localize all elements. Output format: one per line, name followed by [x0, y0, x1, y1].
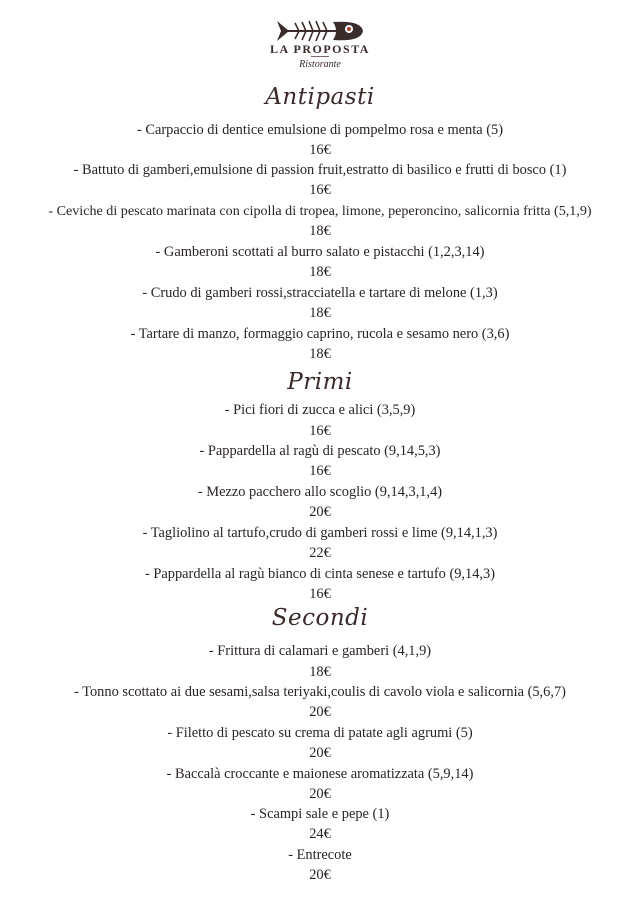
section-heading-antipasti: Antipasti — [265, 84, 375, 110]
menu-item-price: 18€ — [309, 346, 331, 362]
menu-item-name: - Tonno scottato ai due sesami,salsa teriyaki,coulis di cavolo viola e salicornia (5,6,7) — [74, 684, 566, 700]
menu-item-name: - Battuto di gamberi,emulsione di passion fruit,estratto di basilico e frutti di bosco (1) — [73, 162, 567, 178]
restaurant-name: LA PROPOSTA — [270, 42, 370, 56]
menu-item-name: - Entrecote — [288, 847, 352, 863]
menu-item-price: 20€ — [309, 504, 331, 520]
menu-item-price: 18€ — [309, 664, 331, 680]
menu-item-price: 16€ — [309, 182, 331, 198]
menu-item-name: - Pappardella al ragù bianco di cinta senese e tartufo (9,14,3) — [144, 566, 496, 582]
menu-item-name: - Mezzo pacchero allo scoglio (9,14,3,1,4) — [197, 484, 443, 500]
section-heading-primi: Primi — [287, 369, 353, 395]
menu-item-price: 20€ — [309, 704, 331, 720]
menu-item-price: 20€ — [309, 745, 331, 761]
restaurant-subtitle: Ristorante — [299, 59, 341, 70]
restaurant-logo — [0, 18, 640, 78]
menu-item-name: - Baccalà croccante e maionese aromatizzata (5,9,14) — [166, 766, 474, 782]
menu-item-price: 16€ — [309, 423, 331, 439]
menu-item-name: - Carpaccio di dentice emulsione di pompelmo rosa e menta (5) — [136, 122, 504, 138]
menu-item-name: - Ceviche di pescato marinata con cipolla di tropea, limone, peperoncino, salicornia fritta (5,1,9) — [48, 203, 592, 219]
menu-item-name: - Scampi sale e pepe (1) — [250, 806, 390, 822]
menu-item-price: 16€ — [309, 463, 331, 479]
menu-item-price: 20€ — [309, 867, 331, 883]
menu-item-name: - Tagliolino al tartufo,crudo di gamberi rossi e lime (9,14,1,3) — [142, 525, 498, 541]
menu-item-price: 20€ — [309, 786, 331, 802]
menu-item-price: 16€ — [309, 142, 331, 158]
menu-item-name: - Pappardella al ragù di pescato (9,14,5,3) — [199, 443, 441, 459]
menu-item-price: 18€ — [309, 223, 331, 239]
menu-item-price: 16€ — [309, 586, 331, 602]
menu-item-price: 18€ — [309, 264, 331, 280]
menu-item-name: - Filetto di pescato su crema di patate agli agrumi (5) — [167, 725, 473, 741]
menu-item-name: - Pici fiori di zucca e alici (3,5,9) — [224, 402, 416, 418]
menu-item-name: - Frittura di calamari e gamberi (4,1,9) — [208, 643, 432, 659]
menu-item-price: 22€ — [309, 545, 331, 561]
menu-item-name: - Gamberoni scottati al burro salato e pistacchi (1,2,3,14) — [155, 244, 485, 260]
fish-skeleton-icon — [275, 18, 365, 44]
logo-divider — [311, 56, 329, 57]
menu-item-price: 18€ — [309, 305, 331, 321]
menu-item-price: 24€ — [309, 826, 331, 842]
menu-item-name: - Crudo di gamberi rossi,stracciatella e tartare di melone (1,3) — [142, 285, 498, 301]
section-heading-secondi: Secondi — [271, 605, 369, 631]
menu-item-name: - Tartare di manzo, formaggio caprino, rucola e sesamo nero (3,6) — [130, 326, 510, 342]
